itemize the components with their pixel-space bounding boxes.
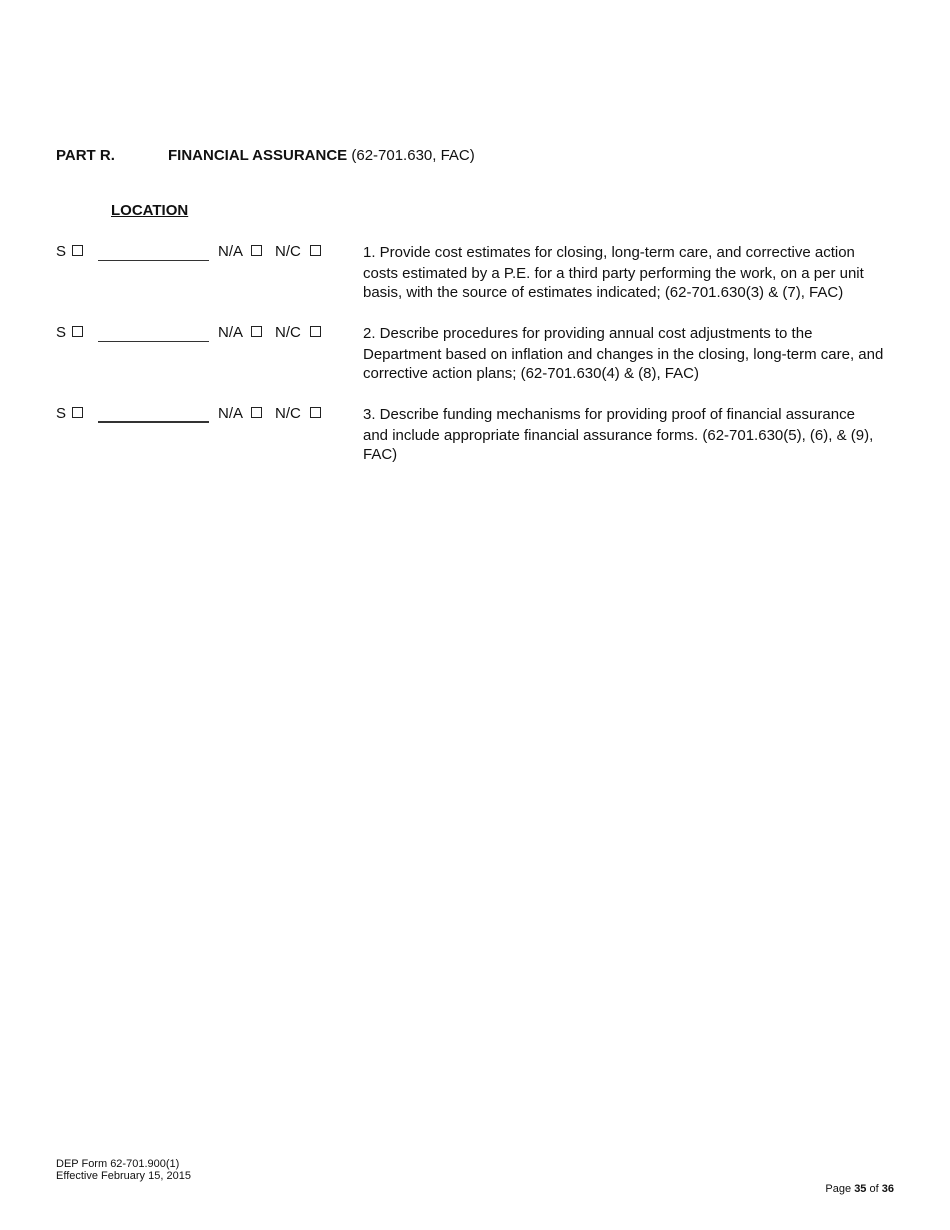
na-label: N/A: [218, 324, 244, 341]
s-checkbox[interactable]: [72, 407, 83, 418]
location-field[interactable]: [98, 341, 209, 342]
nc-checkbox[interactable]: [310, 326, 321, 337]
part-header: [56, 147, 475, 164]
location-field[interactable]: [98, 260, 209, 261]
nc-checkbox[interactable]: [310, 407, 321, 418]
requirement-line-rest: costs estimated by a P.E. for a third party performing the work, on a per unit basis, with the source of estimates indicated; (62-701.630(3) & (7), FAC): [363, 265, 864, 301]
nc-label: N/C: [275, 405, 301, 422]
requirement-line-1: 1. Provide cost estimates for closing, long-term care, and corrective action: [363, 244, 855, 261]
s-label: S: [56, 243, 67, 260]
form-number: DEP Form 62-701.900(1): [56, 1158, 180, 1170]
requirement-line-rest: Department based on inflation and changes in the closing, long-term care, and corrective action plans; (62-701.630(4) & (8), FAC): [363, 346, 884, 382]
effective-date: Effective February 15, 2015: [56, 1170, 191, 1182]
part-label: PART R.: [56, 147, 115, 164]
location-field[interactable]: [98, 421, 209, 423]
requirement-line-1: 3. Describe funding mechanisms for providing proof of financial assurance: [363, 406, 855, 423]
location-heading: LOCATION: [111, 202, 189, 219]
requirement-text: [363, 324, 903, 383]
requirement-text: [363, 405, 903, 464]
na-checkbox[interactable]: [251, 326, 262, 337]
requirement-text: [363, 243, 903, 302]
s-checkbox[interactable]: [72, 245, 83, 256]
s-label: S: [56, 405, 67, 422]
requirement-line-1: 2. Describe procedures for providing annual cost adjustments to the: [363, 325, 813, 342]
nc-label: N/C: [275, 243, 301, 260]
na-label: N/A: [218, 243, 244, 260]
part-reference: (62-701.630, FAC): [351, 147, 475, 164]
s-label: S: [56, 324, 67, 341]
s-checkbox[interactable]: [72, 326, 83, 337]
nc-label: N/C: [275, 324, 301, 341]
requirement-line-rest: and include appropriate financial assurance forms. (62-701.630(5), (6), & (9), FAC): [363, 427, 874, 463]
nc-checkbox[interactable]: [310, 245, 321, 256]
form-footer: [56, 1158, 191, 1182]
page-total: 36: [881, 1183, 894, 1195]
page-of: of: [869, 1183, 879, 1195]
page-number: [825, 1183, 894, 1195]
part-title: FINANCIAL ASSURANCE: [168, 147, 348, 164]
page-word: Page: [825, 1183, 852, 1195]
na-checkbox[interactable]: [251, 407, 262, 418]
page-current: 35: [854, 1183, 867, 1195]
na-label: N/A: [218, 405, 244, 422]
na-checkbox[interactable]: [251, 245, 262, 256]
